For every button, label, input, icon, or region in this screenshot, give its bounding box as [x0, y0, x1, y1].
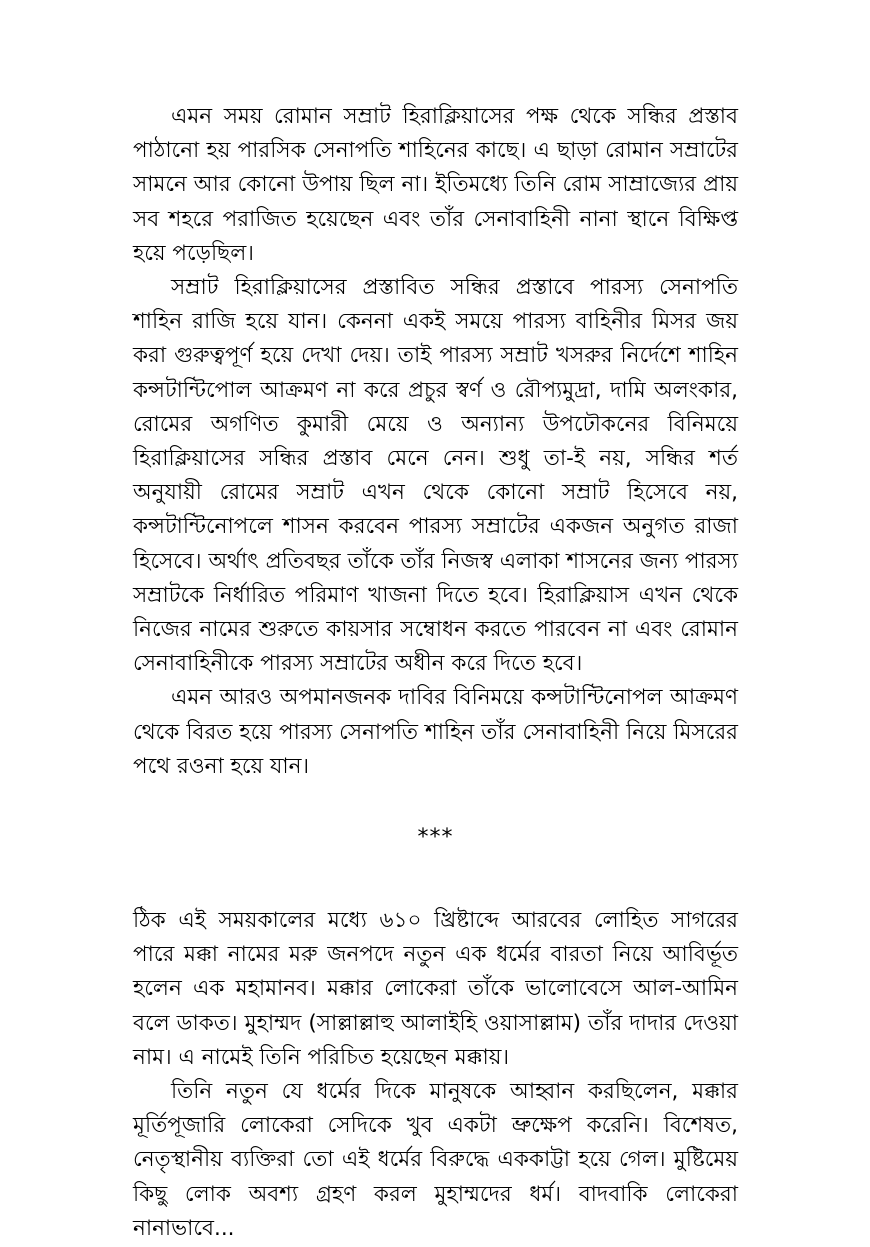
paragraph-mecca-response: তিনি নতুন যে ধর্মের দিকে মানুষকে আহ্বান করছিলেন, মক্কার মূর্তিপূজারি লোকেরা সেদিকে খুব একটা ভ্রুক্ষেপ করেনি। বিশেষত, নেতৃস্থানীয় ব্যক্তিরা তো এই ধর্মের বিরুদ্ধে এককাট্টা হয়ে গেল। মুষ্টিমেয় কিছু লোক অবশ্য গ্রহণ করল মুহাম্মদের ধর্ম। বাদবাকি লোকেরা নানাভাবে...	[133, 1079, 738, 1241]
paragraph-roman-peace-offer: এমন সময় রোমান সম্রাট হিরাক্লিয়াসের পক্ষ থেকে সন্ধির প্রস্তাব পাঠানো হয় পারসিক সেনাপতি শাহিনের কাছে। এ ছাড়া রোমান সম্রাটের সামনে আর কোনো উপায় ছিল না। ইতিমধ্যে তিনি রোম সাম্রাজ্যের প্রায় সব শহরে পরাজিত হয়েছেন এবং তাঁর সেনাবাহিনী নানা স্থানে বিক্ষিপ্ত হয়ে পড়েছিল।	[133, 104, 738, 266]
paragraph-prophet-arrival: ঠিক এই সময়কালের মধ্যে ৬১০ খ্রিষ্টাব্দে আরবের লোহিত সাগরের পারে মক্কা নামের মরু জনপদে নতুন এক ধর্মের বারতা নিয়ে আবির্ভূত হলেন এক মহামানব। মক্কার লোকেরা তাঁকে ভালোবেসে আল-আমিন বলে ডাকত। মুহাম্মদ (সাল্লাল্লাহু আলাইহি ওয়াসাল্লাম) তাঁর দাদার দেওয়া নাম। এ নামেই তিনি পরিচিত হয়েছেন মক্কায়।	[133, 908, 738, 1070]
paragraph-treaty-terms: সম্রাট হিরাক্লিয়াসের প্রস্তাবিত সন্ধির প্রস্তাবে পারস্য সেনাপতি শাহিন রাজি হয়ে যান। কেননা একই সময়ে পারস্য বাহিনীর মিসর জয় করা গুরুত্বপূর্ণ হয়ে দেখা দেয়। তাই পারস্য সম্রাট খসরুর নির্দেশে শাহিন কন্সটান্টিপোল আক্রমণ না করে প্রচুর স্বর্ণ ও রৌপ্যমুদ্রা, দামি অলংকার, রোমের অগণিত কুমারী মেয়ে ও অন্যান্য উপঢৌকনের বিনিময়ে হিরাক্লিয়াসের সন্ধির প্রস্তাব মেনে নেন। শুধু তা-ই নয়, সন্ধির শর্ত অনুযায়ী রোমের সম্রাট এখন থেকে কোনো সম্রাট হিসেবে নয়, কন্সটান্টিনোপলে শাসন করবেন পারস্য সম্রাটের একজন অনুগত রাজা হিসেবে। অর্থাৎ প্রতিবছর তাঁকে তাঁর নিজস্ব এলাকা শাসনের জন্য পারস্য সম্রাটকে নির্ধারিত পরিমাণ খাজনা দিতে হবে। হিরাক্লিয়াস এখন থেকে নিজের নামের শুরুতে কায়সার সম্বোধন করতে পারবেন না এবং রোমান সেনাবাহিনীকে পারস্য সম্রাটের অধীন করে দিতে হবে।	[133, 275, 738, 677]
paragraph-shahin-departs: এমন আরও অপমানজনক দাবির বিনিময়ে কন্সটান্টিনোপল আক্রমণ থেকে বিরত হয়ে পারস্য সেনাপতি শাহিন তাঁর সেনাবাহিনী নিয়ে মিসরের পথে রওনা হয়ে যান।	[133, 685, 738, 779]
book-page	[133, 100, 738, 1246]
section-separator: ***	[417, 825, 454, 851]
